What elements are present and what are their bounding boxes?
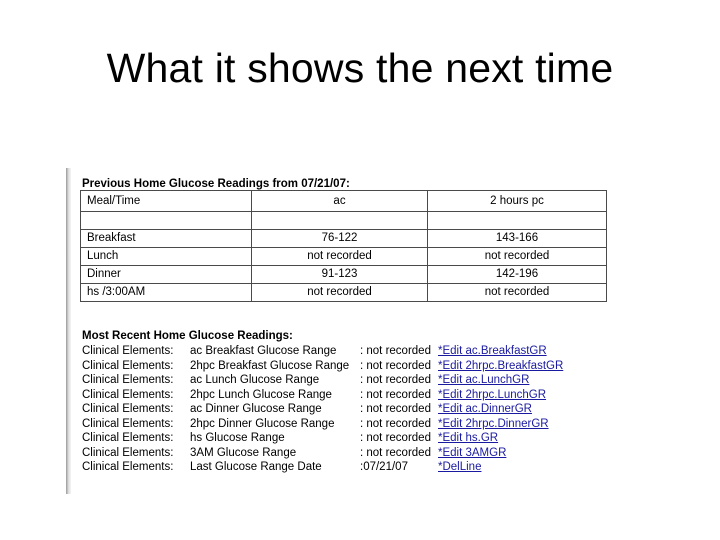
recent-readings-title: Most Recent Home Glucose Readings: — [82, 330, 293, 342]
meal-cell: Breakfast — [81, 230, 252, 248]
item-prefix: Clinical Elements: — [82, 388, 174, 401]
item-value: : not recorded — [360, 403, 431, 415]
pc-cell: not recorded — [428, 284, 607, 302]
edit-link[interactable]: *Edit ac.DinnerGR — [438, 403, 532, 415]
item-value: : not recorded — [360, 388, 431, 401]
item-name: 3AM Glucose Range — [190, 446, 297, 459]
ac-cell: 76-122 — [252, 230, 428, 248]
item-value: : not recorded — [360, 446, 431, 459]
ac-cell: not recorded — [252, 248, 428, 266]
pc-cell: 143-166 — [428, 230, 607, 248]
item-prefix: Clinical Elements: — [82, 417, 174, 430]
edit-link[interactable]: *Edit 3AMGR — [438, 446, 507, 459]
slide-title: What it shows the next time — [106, 45, 614, 91]
item-value: : not recorded — [360, 345, 431, 357]
pc-cell: 142-196 — [428, 266, 607, 284]
item-name: 2hpc Breakfast Glucose Range — [190, 359, 350, 372]
item-name: 2hpc Lunch Glucose Range — [190, 388, 332, 401]
item-value: : not recorded — [360, 359, 431, 372]
item-prefix: Clinical Elements: — [82, 403, 174, 415]
table-header-row — [81, 191, 607, 212]
item-value: :07/21/07 — [360, 461, 408, 473]
table-row — [81, 230, 607, 248]
item-prefix: Clinical Elements: — [82, 446, 174, 459]
delete-line-link[interactable]: *DelLine — [438, 461, 482, 473]
column-header-2h-pc: 2 hours pc — [428, 191, 607, 212]
table-row — [81, 284, 607, 302]
edit-link[interactable]: *Edit ac.LunchGR — [438, 374, 530, 386]
item-value: : not recorded — [360, 432, 431, 444]
item-prefix: Clinical Elements: — [82, 432, 174, 444]
item-prefix: Clinical Elements: — [82, 374, 174, 386]
meal-cell: Dinner — [81, 266, 252, 284]
edit-link[interactable]: *Edit 2hrpc.BreakfastGR — [438, 359, 564, 372]
item-name: ac Lunch Glucose Range — [190, 374, 320, 386]
meal-cell: Lunch — [81, 248, 252, 266]
item-value: : not recorded — [360, 417, 431, 430]
edit-link[interactable]: *Edit hs.GR — [438, 432, 499, 444]
edit-link[interactable]: *Edit 2hrpc.LunchGR — [438, 388, 547, 401]
edit-link[interactable]: *Edit ac.BreakfastGR — [438, 345, 547, 357]
table-row — [81, 266, 607, 284]
item-name: 2hpc Dinner Glucose Range — [190, 417, 335, 430]
item-prefix: Clinical Elements: — [82, 345, 174, 357]
item-prefix: Clinical Elements: — [82, 461, 174, 473]
previous-readings-title: Previous Home Glucose Readings from 07/21/07: — [82, 178, 350, 190]
meal-cell: hs /3:00AM — [81, 284, 252, 302]
previous-readings-table — [80, 190, 607, 302]
item-name: Last Glucose Range Date — [190, 461, 322, 473]
table-spacer-row — [81, 212, 607, 230]
ac-cell: not recorded — [252, 284, 428, 302]
item-name: ac Dinner Glucose Range — [190, 403, 322, 415]
column-header-meal-time: Meal/Time — [81, 191, 252, 212]
ac-cell: 91-123 — [252, 266, 428, 284]
item-name: hs Glucose Range — [190, 432, 285, 444]
table-row — [81, 248, 607, 266]
column-header-ac: ac — [252, 191, 428, 212]
window-edge — [66, 168, 71, 494]
item-prefix: Clinical Elements: — [82, 359, 174, 372]
pc-cell: not recorded — [428, 248, 607, 266]
item-name: ac Breakfast Glucose Range — [190, 345, 337, 357]
edit-link[interactable]: *Edit 2hrpc.DinnerGR — [438, 417, 549, 430]
screenshot-panel — [66, 168, 622, 494]
item-value: : not recorded — [360, 374, 431, 386]
